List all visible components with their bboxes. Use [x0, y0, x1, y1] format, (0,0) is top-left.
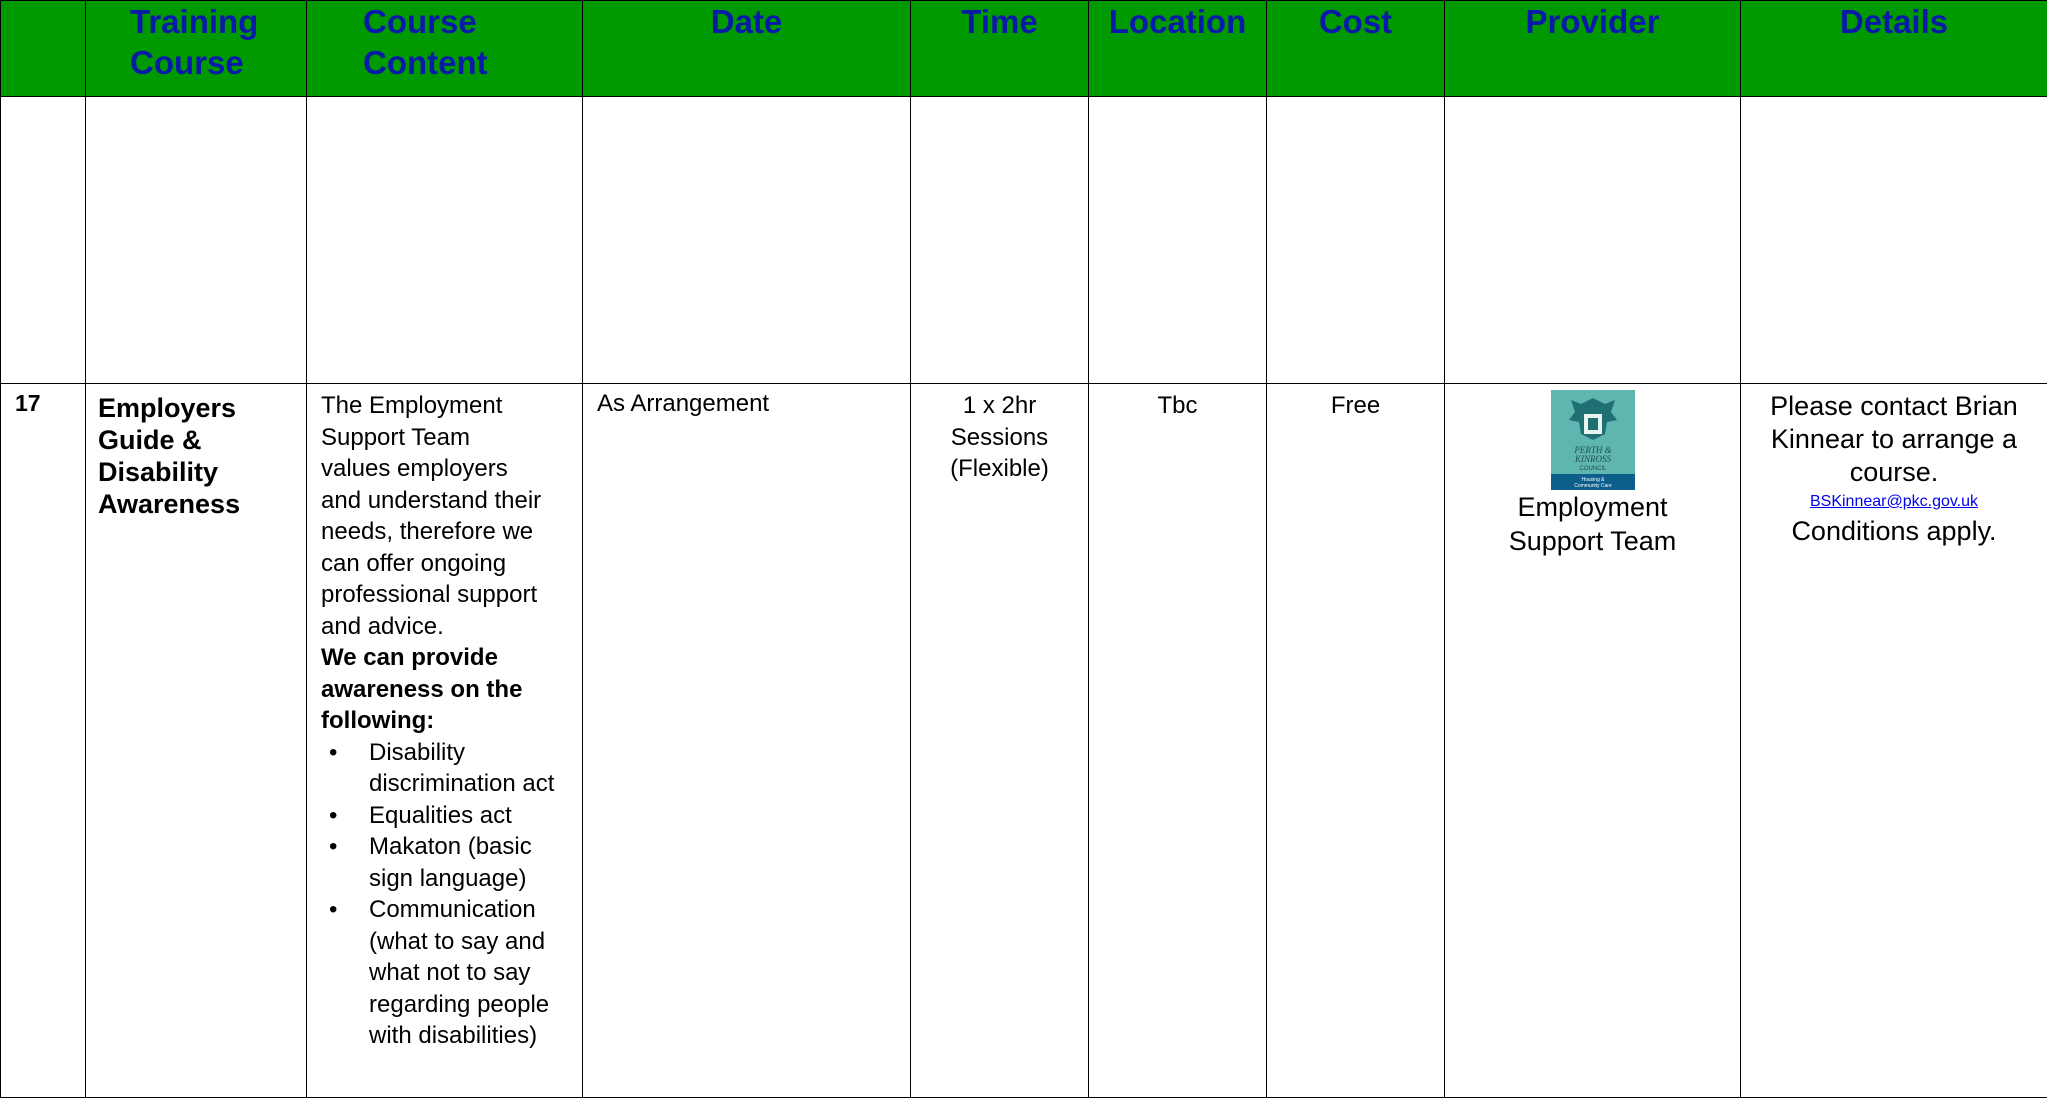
empty-cell	[1445, 97, 1741, 384]
content-intro	[321, 390, 578, 642]
perth-kinross-council-logo	[1551, 390, 1635, 490]
course-provider	[1445, 384, 1741, 1098]
list-item: • Equalities act	[369, 800, 559, 832]
content-line: The Employment	[321, 390, 578, 422]
details-line: Please contact Brian	[1741, 390, 2047, 423]
header-course-content-label: Course Content	[363, 3, 488, 81]
course-title-line: Awareness	[98, 488, 306, 520]
empty-cell	[1, 97, 86, 384]
empty-cell	[307, 97, 583, 384]
header-time: Time	[911, 1, 1089, 97]
empty-cell	[1267, 97, 1445, 384]
header-num	[1, 1, 86, 97]
content-line: Support Team	[321, 422, 578, 454]
course-date: As Arrangement	[583, 384, 911, 1098]
header-provider: Provider	[1445, 1, 1741, 97]
logo-line: Housing &	[1581, 477, 1605, 483]
empty-cell	[1741, 97, 2047, 384]
content-bold-line: We can provide	[321, 642, 578, 674]
content-line: and understand their	[321, 485, 578, 517]
logo-line: PERTH &	[1573, 445, 1611, 455]
details-line: course.	[1741, 456, 2047, 489]
logo-line: COUNCIL	[1579, 466, 1607, 472]
course-content	[307, 384, 583, 1098]
header-training-course	[86, 1, 307, 97]
content-bold-line: awareness on the	[321, 674, 578, 706]
content-bold-line: following:	[321, 705, 578, 737]
table-row	[1, 384, 2047, 1098]
empty-cell	[583, 97, 911, 384]
header-cost: Cost	[1267, 1, 1445, 97]
header-date: Date	[583, 1, 911, 97]
logo-line: Community Care	[1574, 483, 1612, 489]
empty-row	[1, 97, 2047, 384]
header-row	[1, 1, 2047, 97]
course-details	[1741, 384, 2047, 1098]
contact-email-link[interactable]: BSKinnear@pkc.gov.uk	[1741, 489, 2047, 515]
content-line: needs, therefore we	[321, 516, 578, 548]
content-bold-heading	[321, 642, 578, 737]
empty-cell	[911, 97, 1089, 384]
header-training-course-label: Training Course	[130, 3, 258, 81]
course-title-line: Employers	[98, 392, 306, 424]
time-line: (Flexible)	[911, 453, 1088, 485]
time-line: 1 x 2hr	[911, 390, 1088, 422]
course-cost: Free	[1267, 384, 1445, 1098]
row-number: 17	[1, 384, 86, 1098]
content-line: professional support	[321, 579, 578, 611]
details-line: Kinnear to arrange a	[1741, 423, 2047, 456]
awareness-list	[321, 737, 559, 1052]
course-title-line: Guide &	[98, 424, 306, 456]
content-line: can offer ongoing	[321, 548, 578, 580]
empty-cell	[86, 97, 307, 384]
content-line: values employers	[321, 453, 578, 485]
provider-line: Employment	[1445, 490, 1740, 524]
header-course-content	[307, 1, 583, 97]
empty-cell	[1089, 97, 1267, 384]
course-location: Tbc	[1089, 384, 1267, 1098]
logo-line: KINROSS	[1574, 454, 1612, 464]
time-line: Sessions	[911, 422, 1088, 454]
list-item: • Disability discrimination act	[369, 737, 559, 800]
provider-line: Support Team	[1445, 524, 1740, 558]
course-time	[911, 384, 1089, 1098]
content-line: and advice.	[321, 611, 578, 643]
details-note: Conditions apply.	[1741, 515, 2047, 548]
list-item: • Communication (what to say and what not to say regarding people with disabilities)	[369, 894, 559, 1052]
header-details: Details	[1741, 1, 2047, 97]
course-title-line: Disability	[98, 456, 306, 488]
list-item: • Makaton (basic sign language)	[369, 831, 559, 894]
header-location: Location	[1089, 1, 1267, 97]
course-title	[86, 384, 307, 1098]
